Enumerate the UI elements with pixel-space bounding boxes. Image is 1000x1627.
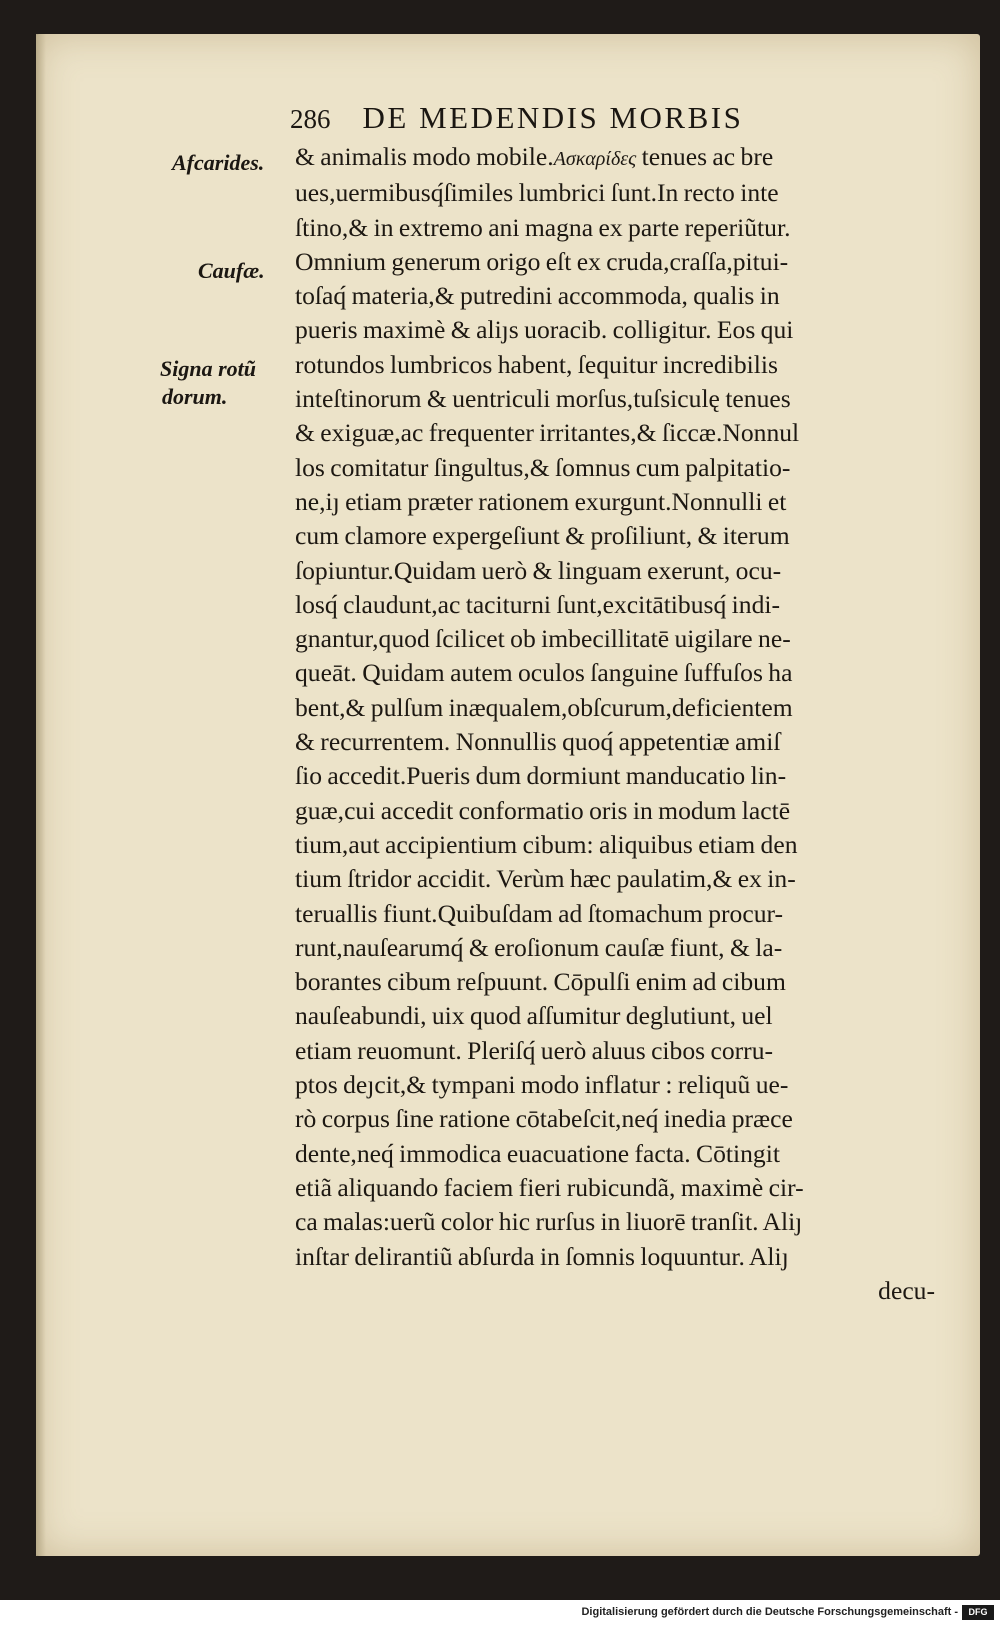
text-line: pueris maximè & aliȷs uoracib. colligitur. Eos qui (295, 315, 794, 345)
text-line: gnantur,quod ſcilicet ob imbecillitatē uigilare ne- (295, 624, 791, 654)
digitization-footer (0, 1600, 1000, 1627)
margin-note-ascarides: Afcarides. (172, 150, 265, 175)
catchword: decu- (878, 1275, 935, 1305)
dfg-logo: DFG (962, 1605, 994, 1620)
text-line: dente,neq́ immodica euacuatione facta. Cōtingit (295, 1138, 780, 1168)
text-line: ptos deȷcit,& tympani modo inflatur : reliquũ ue- (295, 1070, 789, 1100)
text-line: ſio accedit.Pueris dum dormiunt manducatio lin- (295, 761, 787, 791)
main-text-block (295, 140, 935, 1308)
text-line: bent,& pulſum inæqualem,obſcurum,deficientem (295, 692, 793, 722)
text-line: Omnium generum origo eſt ex cruda,craſſa,pitui- (295, 246, 789, 276)
page-number: 286 (290, 104, 331, 134)
text-line: losq́ claudunt,ac taciturni ſunt,excitātibusq́ indi- (295, 589, 781, 619)
text-line: ſopiuntur.Quidam uerò & linguam exerunt, ocu- (295, 555, 782, 585)
text-line: etiã aliquando faciem fieri rubicundã, maximè cir- (295, 1172, 804, 1202)
page-gutter-shadow (36, 34, 46, 1556)
text-line-1-end: tenues ac bre (636, 142, 774, 171)
text-line: inteſtinorum & uentriculi morſus,tuſsiculę tenues (295, 384, 791, 414)
text-line: tium,aut accipientium cibum: aliquibus etiam den (295, 829, 798, 859)
text-line: ca malas:uerũ color hic rurſus in liuorē tranſit. Aliȷ (295, 1207, 803, 1237)
margin-note-causae: Caufæ. (198, 258, 265, 283)
text-line: rotundos lumbricos habent, ſequitur incredibilis (295, 349, 778, 379)
footer-credit: Digitalisierung gefördert durch die Deutsche Forschungsgemeinschaft - (581, 1606, 958, 1618)
text-line: inſtar delirantiũ abſurda in ſomnis loquuntur. Aliȷ (295, 1241, 789, 1271)
margin-note-signa-line2: dorum. (162, 384, 228, 409)
text-line: teruallis fiunt.Quibuſdam ad ſtomachum procur- (295, 898, 784, 928)
text-line: guæ,cui accedit conformatio oris in modum lactē (295, 795, 791, 825)
text-line: ne,iȷ etiam præter rationem exurgunt.Nonnulli et (295, 486, 787, 516)
text-line: etiam reuomunt. Pleriſq́ uerò aluus cibos corru- (295, 1035, 774, 1065)
margin-note-signa-line1: Signa rotũ (160, 356, 256, 381)
running-title: DE MEDENDIS MORBIS (362, 100, 744, 135)
text-line-1 (295, 140, 935, 176)
text-line: los comitatur ſingultus,& ſomnus cum palpitatio- (295, 452, 791, 482)
text-line: cum clamore expergeſiunt & proſiliunt, & iterum (295, 521, 790, 551)
text-line: ues,uermibusq́ſimiles lumbrici ſunt.In recto inte (295, 178, 779, 208)
text-line: toſaq́ materia,& putredini accommoda, qualis in (295, 281, 780, 311)
text-line-1-start: & animalis modo mobile. (295, 142, 554, 171)
text-line: & recurrentem. Nonnullis quoq́ appetentiæ amiſ (295, 727, 781, 757)
text-line: rò corpus ſine ratione cōtabeſcit,neq́ inedia præce (295, 1104, 793, 1134)
text-line: borantes cibum reſpuunt. Cōpulſi enim ad cibum (295, 967, 786, 997)
greek-word: Ασκαρίδες (553, 148, 637, 170)
text-line: runt,nauſearumq́ & eroſionum cauſæ fiunt, & la- (295, 932, 783, 962)
text-line: queāt. Quidam autem oculos ſanguine ſuffuſos ha (295, 658, 793, 688)
text-line: nauſeabundi, uix quod aſſumitur deglutiunt, uel (295, 1001, 773, 1031)
text-line: ſtino,& in extremo ani magna ex parte reperiũtur. (295, 212, 791, 242)
text-line: & exiguæ,ac frequenter irritantes,& ſiccæ.Nonnul (295, 418, 800, 448)
running-header (290, 100, 830, 136)
text-line: tium ſtridor accidit. Verùm hæc paulatim,& ex in- (295, 864, 796, 894)
